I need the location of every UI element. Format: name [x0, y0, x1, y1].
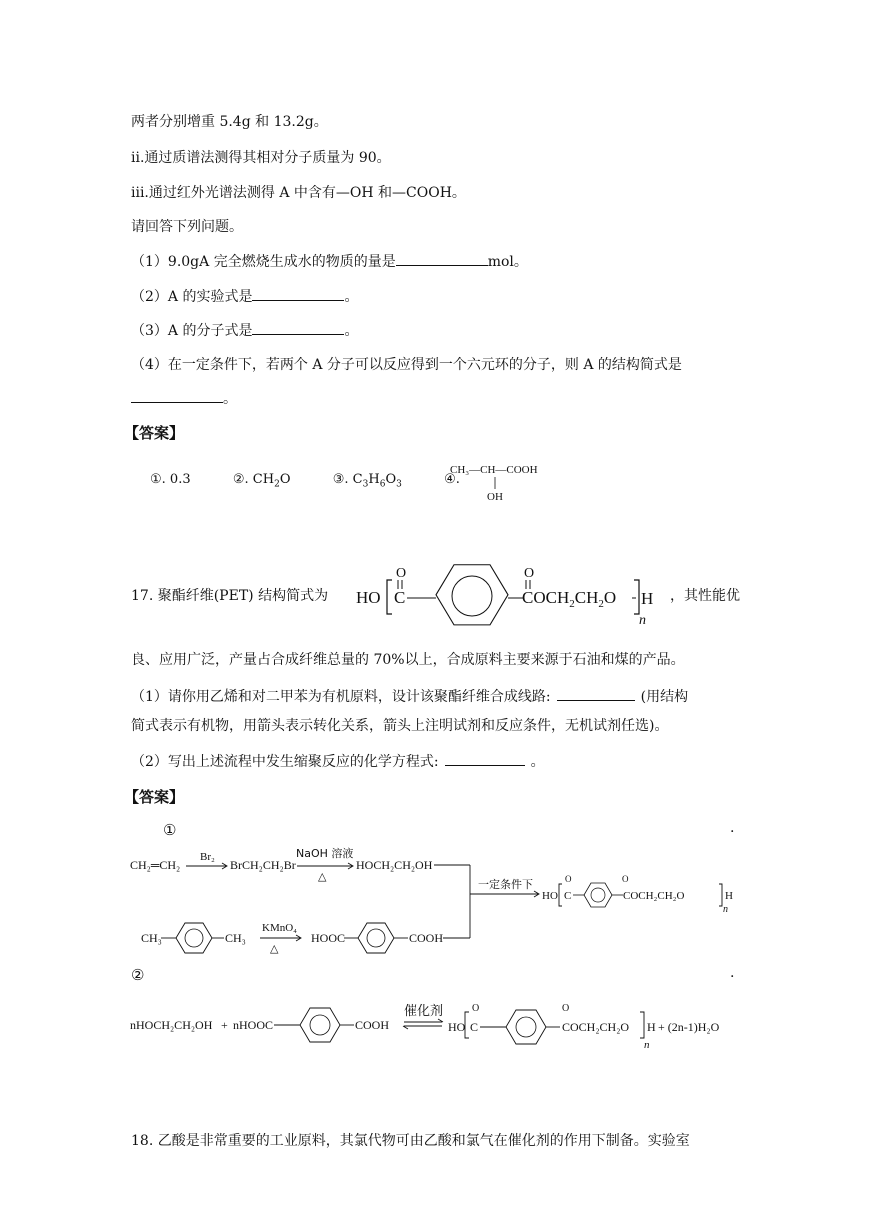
- equation-product-c: C: [470, 1020, 479, 1034]
- pet-c-1: C: [394, 588, 406, 607]
- route-hooc: HOOC: [311, 931, 346, 945]
- q16-answers: [150, 470, 460, 495]
- q16-prompt: 请回答下列问题。: [131, 219, 243, 235]
- pet-ester-chain: $COCH_2CH_2O$: [522, 588, 617, 610]
- equation-glycol: nHOCH₂CH₂OH: [130, 1018, 213, 1032]
- q16-line-3: iii.通过红外光谱法测得 A 中含有—OH 和—COOH。: [131, 185, 466, 201]
- answer-blank[interactable]: [252, 320, 344, 335]
- q16-line-2: ii.通过质谱法测得其相对分子质量为 90。: [131, 150, 391, 166]
- equation-product-o-1: O: [472, 1003, 480, 1014]
- q17-part-1-text: （1）请你用乙烯和对二甲苯为有机原料，设计该聚酯纤维合成线路:: [131, 689, 551, 705]
- route-product-h: H: [725, 890, 733, 902]
- route-reagent-naoh: NaOH 溶液: [296, 847, 354, 860]
- q16-line-1: 两者分别增重 5.4g 和 13.2g。: [131, 114, 328, 130]
- route-dibromoethane: BrCH₂CH₂Br: [230, 858, 296, 872]
- q16-part-3: [131, 320, 358, 341]
- answer-blank[interactable]: [557, 686, 635, 701]
- q17-part-1-tail: (用结构: [640, 689, 689, 705]
- pet-h: H: [641, 589, 654, 608]
- q16-part-2-text: （2）A 的实验式是: [131, 289, 253, 305]
- answer-4: ④.: [444, 472, 460, 487]
- route-product-ho: HO: [542, 890, 558, 902]
- q17-part-1: [131, 686, 688, 707]
- equation-product-n: n: [644, 1039, 650, 1051]
- q16-part-4: （4）在一定条件下，若两个 A 分子可以反应得到一个六元环的分子，则 A 的结构简式是: [131, 357, 682, 373]
- equation-water: + (2n-1)H₂O: [658, 1020, 720, 1034]
- route-product-chain: COCH₂CH₂O: [623, 890, 685, 902]
- q16-part-3-end: 。: [344, 323, 359, 339]
- answer-blank[interactable]: [131, 388, 223, 403]
- equation-catalyst: 催化剂: [404, 1004, 444, 1019]
- answer-blank[interactable]: [252, 286, 344, 301]
- equation-product-ho: HO: [448, 1020, 466, 1034]
- q16-part-4-blank-line: [131, 388, 237, 409]
- answer-1: ①. 0.3: [150, 472, 191, 487]
- q17-line-2: 良、应用广泛，产量占合成纤维总量的 70%以上，合成原料主要来源于石油和煤的产品。: [131, 652, 685, 668]
- pet-structure-formula: [352, 558, 662, 630]
- structure-main-chain: CH₃—CH—COOH: [450, 464, 538, 476]
- route-ch3-left: CH₃: [141, 931, 162, 945]
- q16-part-2: [131, 286, 358, 307]
- q17-part-2: [131, 751, 545, 772]
- route-ethylene: CH₂═CH₂: [130, 858, 181, 872]
- q16-part-4-end: 。: [223, 391, 237, 407]
- route-reagent-br2: Br₂: [200, 851, 215, 863]
- answer-2: ②. $CH_2O$: [232, 472, 291, 490]
- period-mark: .: [730, 820, 735, 836]
- equation-product-chain: COCH₂CH₂O: [562, 1020, 630, 1034]
- synthesis-route-diagram: [128, 842, 743, 958]
- q17-part-2-end: 。: [530, 754, 545, 770]
- polycondensation-equation: [128, 998, 743, 1054]
- route-heat-1: △: [318, 871, 327, 883]
- q17-intro-tail: ，其性能优: [670, 588, 740, 604]
- q16-part-2-end: 。: [344, 289, 359, 305]
- q17-number: 17.: [131, 588, 154, 604]
- answer-blank[interactable]: [396, 251, 488, 266]
- route-product-c: C: [564, 890, 572, 902]
- equation-product-h: H: [647, 1020, 656, 1034]
- route-reagent-kmno4: KMnO₄: [262, 922, 298, 934]
- pet-n: n: [639, 613, 646, 628]
- route-cooh: COOH: [409, 931, 444, 945]
- equation-product-o-2: O: [562, 1003, 570, 1014]
- route-ethylene-glycol: HOCH₂CH₂OH: [356, 858, 433, 872]
- structure-hydroxyl: OH: [487, 491, 503, 503]
- q16-part-1-text: （1）9.0gA 完全燃烧生成水的物质的量是: [131, 254, 396, 270]
- equation-plus: +: [221, 1018, 228, 1032]
- q17-part-2-text: （2）写出上述流程中发生缩聚反应的化学方程式:: [131, 754, 439, 770]
- q16-part-1-unit: mol。: [487, 254, 528, 270]
- answer-3: ③. $C_3H_6O_3$: [332, 472, 402, 490]
- q17-intro-text: 聚酯纤维(PET) 结构简式为: [157, 588, 329, 604]
- q17-answer-mark-2: ②: [131, 966, 145, 984]
- q17-answer-heading: 【答案】: [124, 788, 185, 806]
- pet-carbonyl-o-1: O: [396, 566, 407, 581]
- period-mark: .: [730, 965, 735, 981]
- route-heat-2: △: [270, 943, 279, 955]
- answer-blank[interactable]: [445, 751, 525, 766]
- q16-part-3-text: （3）A 的分子式是: [131, 323, 253, 339]
- q16-answer-heading: 【答案】: [124, 424, 185, 442]
- route-product-o-2: O: [622, 874, 629, 884]
- q16-part-1: [131, 251, 528, 272]
- q17-intro: [131, 586, 328, 606]
- route-product-n: n: [723, 904, 728, 915]
- pet-ho: HO: [356, 588, 381, 607]
- equation-cooh: COOH: [355, 1018, 390, 1032]
- pet-carbonyl-o-2: O: [524, 566, 535, 581]
- equation-terephthalic-acid: nHOOC: [233, 1018, 274, 1032]
- q17-answer-mark-1: ①: [163, 821, 177, 839]
- route-condition: 一定条件下: [478, 878, 533, 891]
- route-ch3-right: CH₃: [225, 931, 246, 945]
- route-product-o-1: O: [565, 874, 572, 884]
- lactic-acid-structure: [446, 458, 576, 504]
- q17-part-1-line-2: 简式表示有机物，用箭头表示转化关系，箭头上注明试剂和反应条件，无机试剂任选)。: [131, 718, 669, 734]
- q18-intro: 18. 乙酸是非常重要的工业原料，其氯代物可由乙酸和氯气在催化剂的作用下制备。实验室: [131, 1133, 690, 1149]
